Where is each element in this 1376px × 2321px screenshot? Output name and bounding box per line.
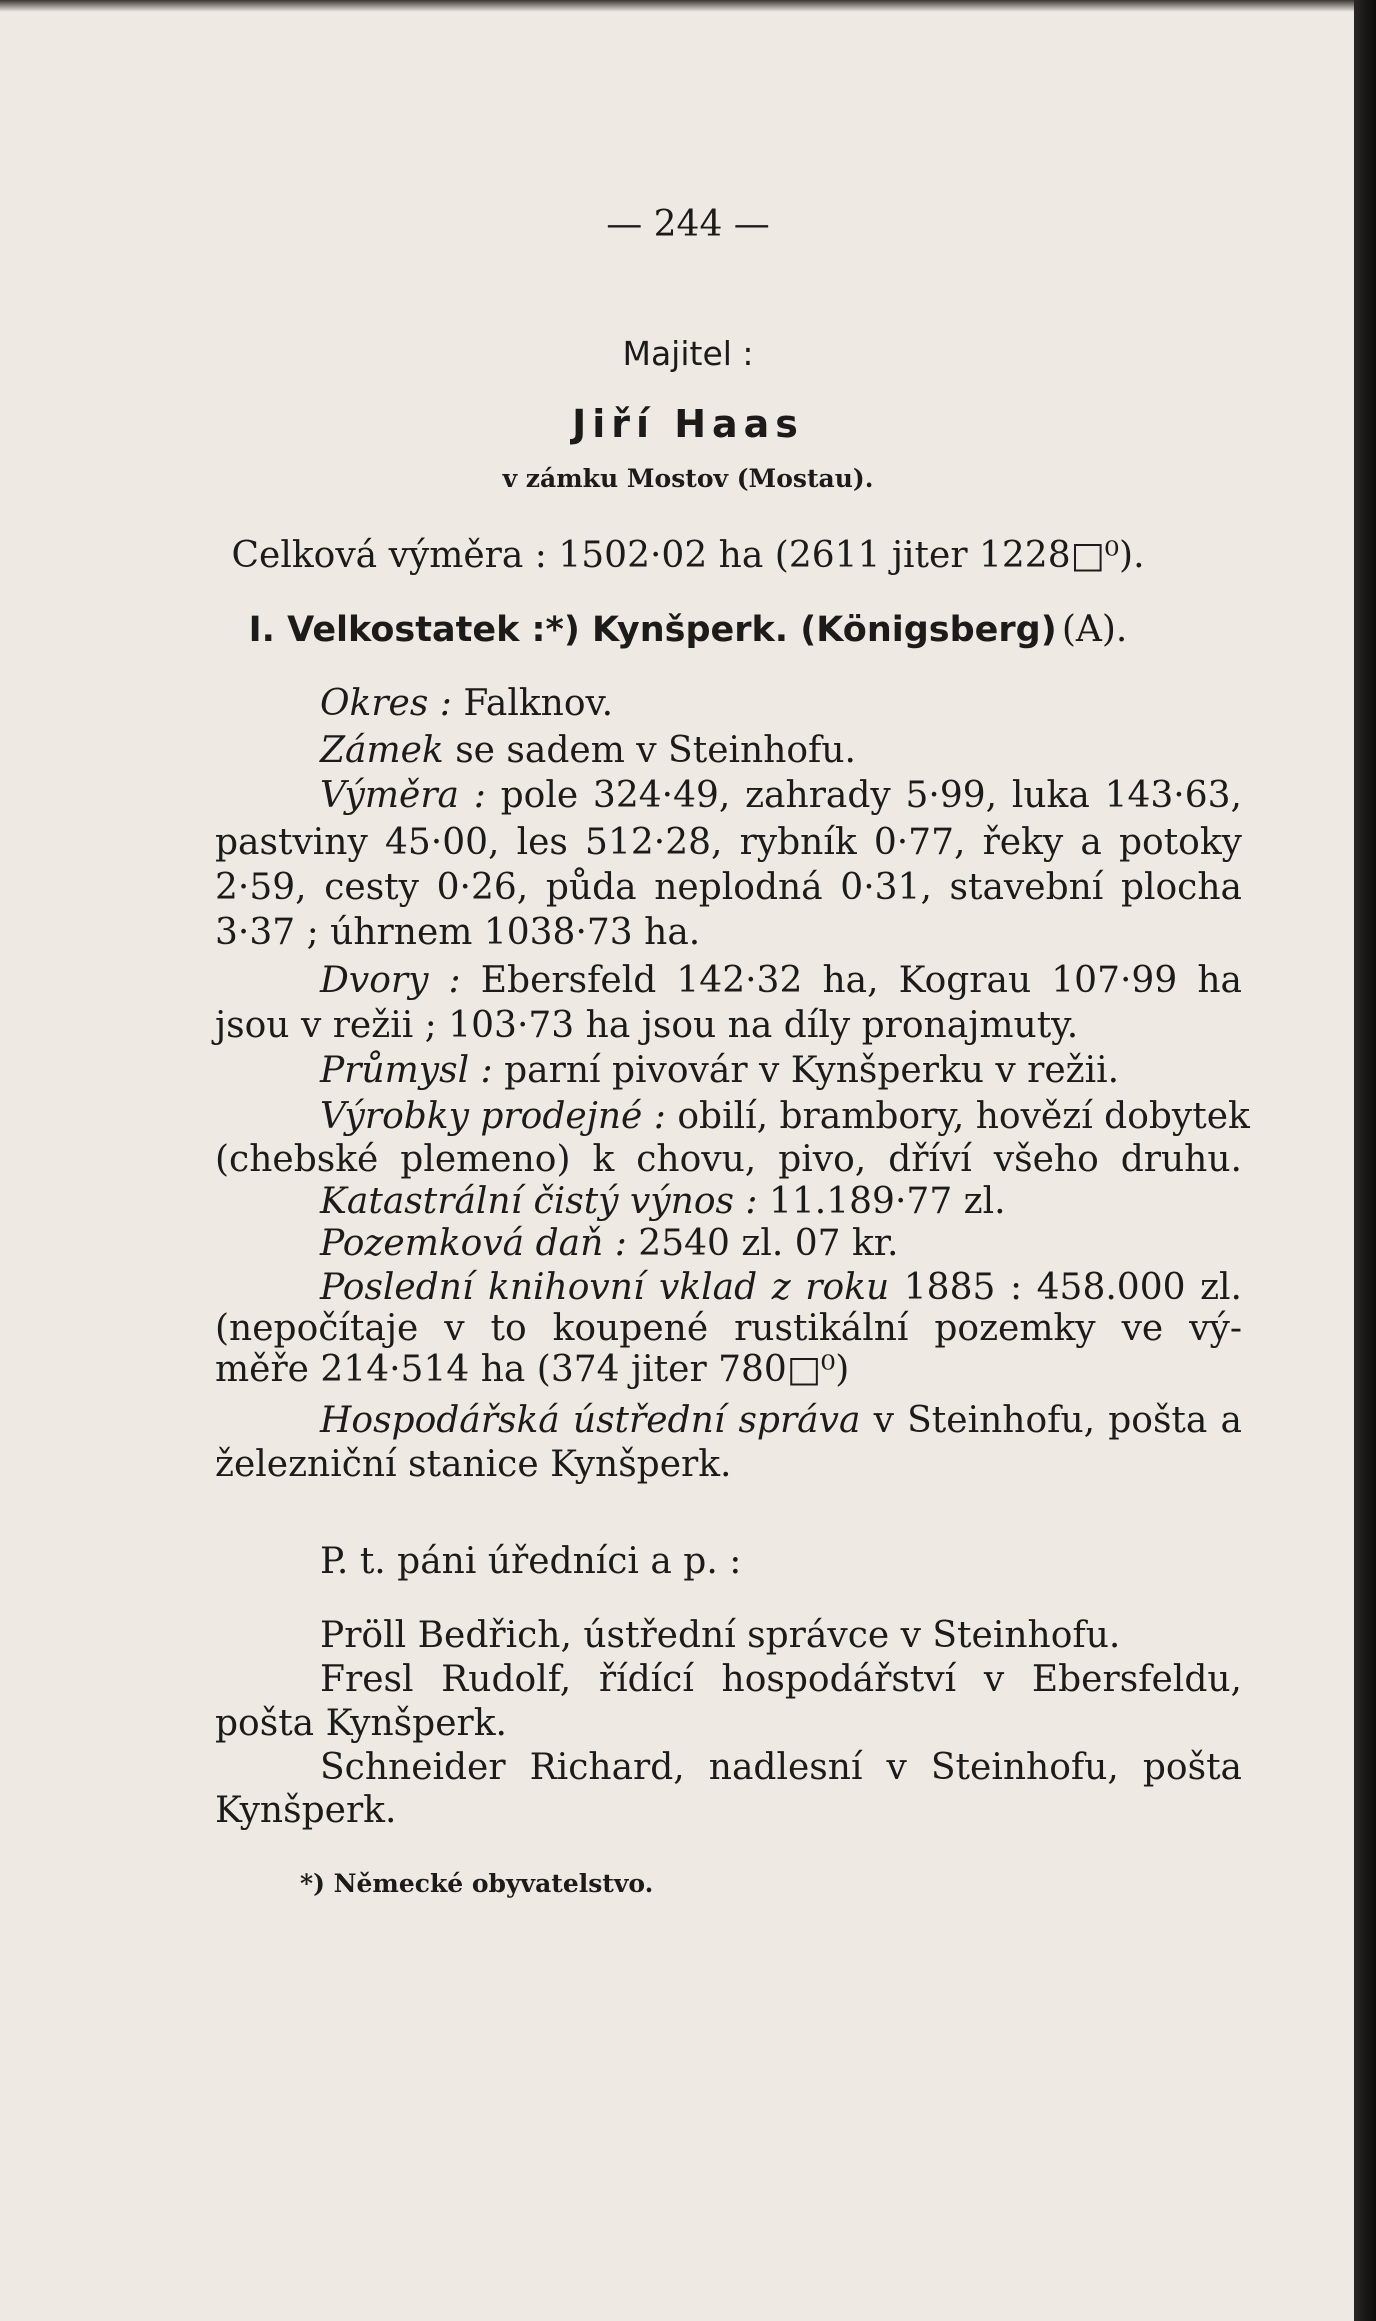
admin-line-2: železniční stanice Kynšperk. — [215, 1444, 732, 1485]
farms-line-1 — [320, 960, 1242, 1001]
official-entry-1: Pröll Bedřich, ústřední správce v Steinhofu. — [320, 1615, 1121, 1656]
page-number: — 244 — — [606, 204, 770, 245]
admin-label: Hospodářská ústřední správa — [320, 1400, 861, 1441]
official-entry-2-line-1: Fresl Rudolf, řídící hospodářství v Ebersfeldu, — [320, 1659, 1242, 1700]
area-line1-text: pole 324·49, zahrady 5·99, luka 143·63, — [500, 775, 1242, 816]
area-line-3: 2·59, cesty 0·26, půda neplodná 0·31, stavební plocha — [215, 867, 1242, 908]
farms-line-2: jsou v režii ; 103·73 ha jsou na díly pronajmuty. — [215, 1005, 1079, 1046]
district-line — [320, 683, 614, 724]
cadastral-line — [320, 1181, 1006, 1222]
cadastral-value: 11.189·77 zl. — [769, 1181, 1006, 1222]
official-entry-3-line-1: Schneider Richard, nadlesní v Steinhofu, pošta — [320, 1747, 1242, 1788]
last-entry-line-3: měře 214·514 ha (374 jiter 780□⁰) — [215, 1349, 850, 1390]
official-entry-2-line-2: pošta Kynšperk. — [215, 1703, 507, 1744]
land-tax-line — [320, 1223, 899, 1264]
district-label: Okres : — [320, 683, 452, 724]
estate-heading-tail: (A). — [1061, 609, 1128, 650]
castle-line — [320, 730, 857, 771]
last-entry-value: 1885 : 458.000 zl. — [903, 1267, 1243, 1308]
estate-heading-bold: I. Velkostatek :*) Kynšperk. (Königsberg) — [248, 610, 1057, 650]
industry-label: Průmysl : — [320, 1050, 493, 1091]
industry-value: parní pivovár v Kynšperku v režii. — [504, 1050, 1120, 1091]
admin-line-1 — [320, 1400, 1242, 1441]
owner-name: Jiří Haas — [572, 402, 804, 446]
officials-intro: P. t. páni úředníci a p. : — [320, 1541, 742, 1582]
total-area: Celková výměra : 1502·02 ha (2611 jiter 1228□⁰). — [231, 535, 1145, 576]
land-tax-label: Pozemková daň : — [320, 1223, 627, 1264]
estate-heading — [0, 609, 1376, 650]
land-tax-value: 2540 zl. 07 kr. — [638, 1223, 899, 1264]
farms-line1-text: Ebersfeld 142·32 ha, Kograu 107·99 ha — [480, 960, 1242, 1001]
owner-residence: v zámku Mostov (Mostau). — [502, 464, 874, 493]
castle-value: se sadem v Steinhofu. — [455, 730, 857, 771]
products-line-2: (chebské plemeno) k chovu, pivo, dříví všeho druhu. — [215, 1139, 1242, 1180]
area-line-2: pastviny 45·00, les 512·28, rybník 0·77, řeky a potoky — [215, 822, 1242, 863]
owner-label: Majitel : — [622, 334, 754, 373]
products-line-1 — [320, 1096, 1250, 1137]
industry-line — [320, 1050, 1120, 1091]
last-entry-line-1 — [320, 1267, 1243, 1308]
farms-label: Dvory : — [320, 960, 461, 1001]
cadastral-label: Katastrální čistý výnos : — [320, 1181, 758, 1222]
district-value: Falknov. — [463, 683, 614, 724]
admin-line1-text: v Steinhofu, pošta a — [873, 1400, 1242, 1441]
area-label: Výměra : — [320, 775, 486, 816]
castle-label: Zámek — [320, 730, 444, 771]
products-label: Výrobky prodejné : — [320, 1096, 666, 1137]
official-entry-3-line-2: Kynšperk. — [215, 1790, 397, 1831]
last-entry-line-2: (nepočítaje v to koupené rustikální pozemky ve vý- — [215, 1308, 1242, 1349]
footnote: *) Německé obyvatelstvo. — [300, 1869, 654, 1898]
products-line1-text: obilí, brambory, hovězí dobytek — [677, 1096, 1250, 1137]
area-line-4: 3·37 ; úhrnem 1038·73 ha. — [215, 912, 701, 953]
last-entry-label: Poslední knihovní vklad z roku — [320, 1267, 890, 1308]
area-line-1 — [320, 775, 1242, 816]
